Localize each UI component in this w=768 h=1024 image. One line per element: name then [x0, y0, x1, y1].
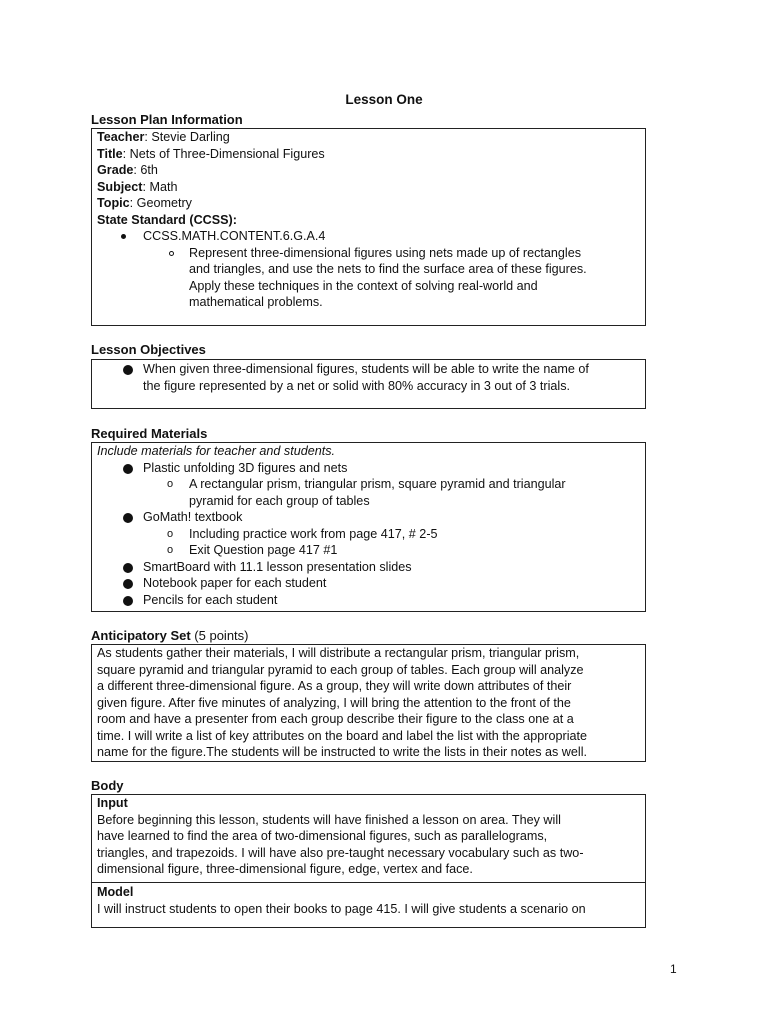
- standard-label: State Standard (CCSS):: [97, 212, 237, 227]
- objective-line-2: [92, 378, 645, 395]
- material-text: Including practice work from page 417, # 2-5: [189, 526, 438, 541]
- topic-value: : Geometry: [129, 196, 192, 210]
- material-text: Pencils for each student: [143, 592, 278, 607]
- required-materials-heading: Required Materials: [91, 426, 208, 441]
- bullet-dot-icon: [123, 563, 133, 573]
- bullet-dot-icon: [123, 365, 133, 375]
- standard-row: [97, 212, 645, 229]
- material-text: A rectangular prism, triangular prism, square pyramid and triangular: [189, 477, 566, 491]
- standard-line-4: [97, 294, 645, 311]
- model-text: I will instruct students to open their books to page 415. I will give students a scenario on: [97, 901, 586, 916]
- materials-item-2: [92, 509, 645, 526]
- lesson-objectives-heading: Lesson Objectives: [91, 342, 206, 357]
- subject-row: [97, 179, 645, 196]
- material-text: Exit Question page 417 #1: [189, 543, 338, 557]
- standard-text: mathematical problems.: [189, 295, 323, 309]
- bullet-dot-icon: [123, 579, 133, 589]
- page-number: 1: [670, 962, 677, 976]
- standard-line-2: [97, 261, 645, 278]
- grade-value: : 6th: [133, 163, 158, 177]
- anticipatory-set-box: [91, 644, 646, 762]
- anticipatory-text: name for the figure.The students will be instructed to write the lists in their notes as well.: [97, 745, 587, 759]
- materials-item-2-sub-2: [92, 542, 645, 559]
- grade-label: Grade: [97, 163, 134, 177]
- model-label: Model: [97, 885, 134, 899]
- lesson-plan-info-heading: Lesson Plan Information: [91, 112, 243, 127]
- materials-item-5: [92, 592, 645, 609]
- standard-text: Represent three-dimensional figures using nets made up of rectangles: [189, 245, 582, 260]
- material-text: GoMath! textbook: [143, 510, 243, 524]
- anticipatory-text: As students gather their materials, I will distribute a rectangular prism, triangular prism,: [97, 646, 580, 660]
- bullet-dot-icon: [123, 596, 133, 606]
- body-box: [91, 794, 646, 928]
- body-heading: Body: [91, 778, 124, 793]
- bullet-circle-icon: [169, 251, 174, 256]
- input-text: triangles, and trapezoids. I will have also pre-taught necessary vocabulary such as two-: [97, 845, 584, 860]
- lesson-plan-info-box: [91, 128, 646, 326]
- materials-item-1-sub-1: [92, 476, 645, 493]
- title-label: Title: [97, 146, 123, 161]
- standard-text: and triangles, and use the nets to find the surface area of these figures.: [189, 262, 587, 276]
- topic-label: Topic: [97, 196, 130, 210]
- input-text: Before beginning this lesson, students will have finished a lesson on area. They will: [97, 812, 561, 827]
- anticipatory-set-heading: [91, 628, 249, 644]
- anticipatory-text: room and have a presenter from each group describe their figure to the class one at a: [97, 712, 574, 726]
- materials-item-1-sub-2: [92, 493, 645, 510]
- document-title: Lesson One: [345, 92, 423, 107]
- material-text: Plastic unfolding 3D figures and nets: [143, 460, 348, 475]
- standard-code-row: [97, 228, 645, 245]
- standard-code: CCSS.MATH.CONTENT.6.G.A.4: [143, 229, 326, 243]
- input-text: dimensional figure, three-dimensional figure, edge, vertex and face.: [97, 862, 473, 876]
- standard-line-1: [97, 245, 645, 262]
- objective-line-1: [92, 361, 645, 378]
- materials-intro-row: [92, 443, 645, 460]
- bullet-circle-icon: o: [167, 478, 174, 490]
- materials-intro: Include materials for teacher and students.: [97, 444, 336, 458]
- title-value: : Nets of Three-Dimensional Figures: [122, 146, 325, 161]
- input-text: have learned to find the area of two-dimensional figures, such as parallelograms,: [97, 829, 548, 843]
- materials-item-1: [92, 460, 645, 477]
- topic-row: [97, 195, 645, 212]
- bullet-circle-icon: o: [167, 544, 174, 556]
- materials-item-4: [92, 575, 645, 592]
- bullet-dot-icon: [123, 464, 133, 474]
- anticipatory-text: given figure. After five minutes of analyzing, I will bring the attention to the front of the: [97, 695, 571, 710]
- anticipatory-set-points: (5 points): [190, 628, 249, 643]
- body-model-block: [92, 883, 645, 917]
- objective-text: the figure represented by a net or solid with 80% accuracy in 3 out of 3 trials.: [143, 378, 571, 393]
- bullet-dot-icon: [121, 234, 126, 239]
- teacher-label: Teacher: [97, 130, 145, 144]
- anticipatory-text: time. I will write a list of key attributes on the board and label the list with the appropriate: [97, 728, 588, 743]
- bullet-circle-icon: o: [167, 527, 174, 540]
- material-text: SmartBoard with 11.1 lesson presentation slides: [143, 559, 412, 574]
- subject-label: Subject: [97, 179, 143, 194]
- material-text: pyramid for each group of tables: [189, 493, 370, 508]
- anticipatory-text: a different three-dimensional figure. As a group, they will write down attributes of their: [97, 679, 572, 693]
- teacher-value: : Stevie Darling: [144, 130, 230, 144]
- title-row: [97, 146, 645, 163]
- anticipatory-text: square pyramid and triangular pyramid to each group of tables. Each group will analyze: [97, 662, 584, 677]
- standard-text: Apply these techniques in the context of solving real-world and: [189, 278, 538, 293]
- material-text: Notebook paper for each student: [143, 576, 327, 590]
- objective-text: When given three-dimensional figures, students will be able to write the name of: [143, 362, 589, 376]
- grade-row: [97, 162, 645, 179]
- materials-item-2-sub-1: [92, 526, 645, 543]
- input-label: Input: [97, 796, 128, 810]
- anticipatory-set-title: Anticipatory Set: [91, 628, 191, 643]
- materials-item-3: [92, 559, 645, 576]
- standard-line-3: [97, 278, 645, 295]
- bullet-dot-icon: [123, 513, 133, 523]
- body-input-block: [92, 795, 645, 883]
- teacher-row: [97, 129, 645, 146]
- lesson-objectives-box: [91, 359, 646, 409]
- subject-value: : Math: [142, 179, 178, 194]
- required-materials-box: [91, 442, 646, 612]
